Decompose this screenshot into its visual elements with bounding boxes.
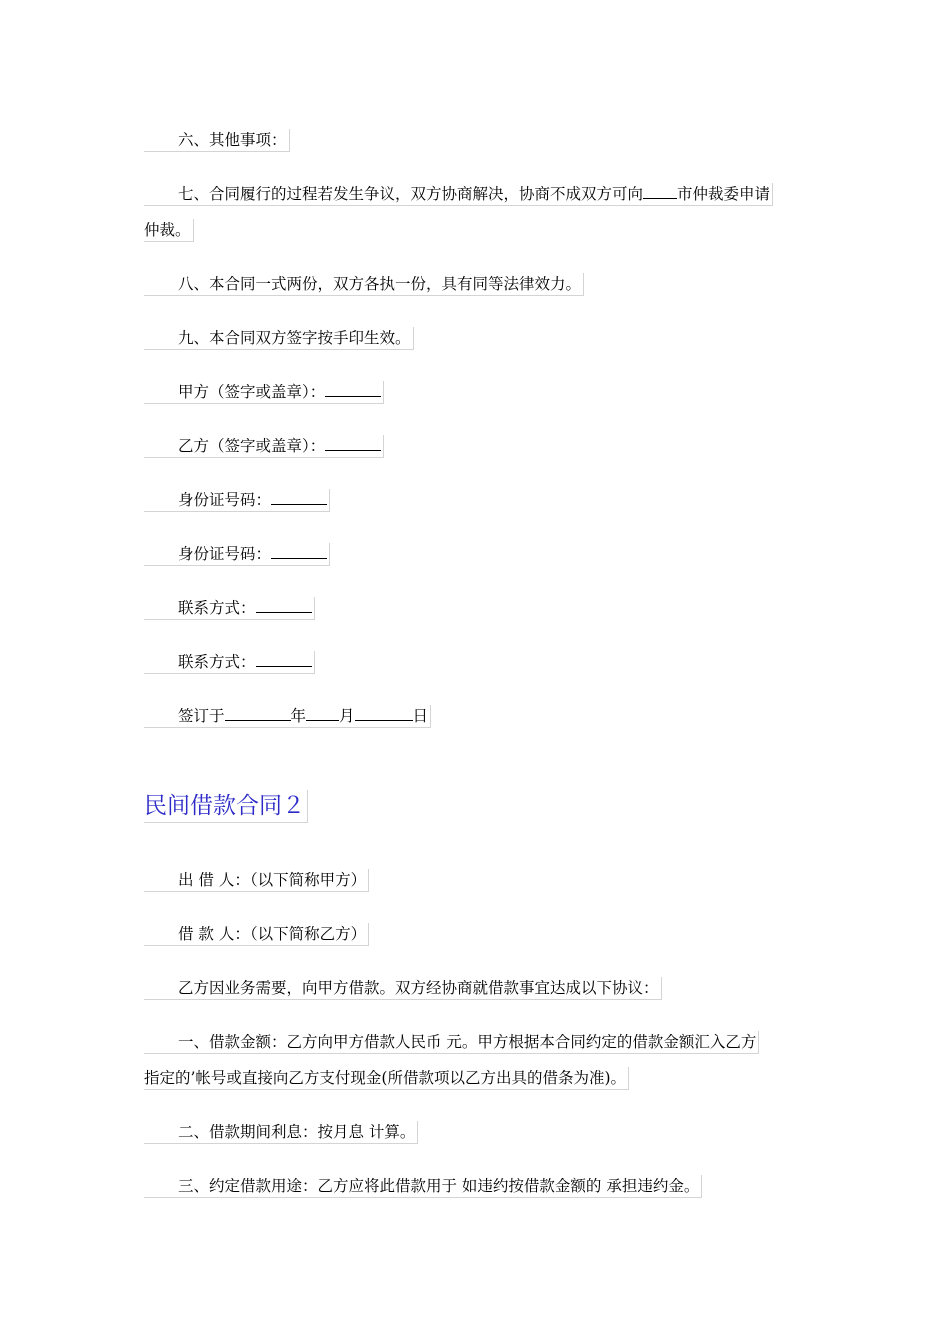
- loan-clause-1-text: 一、借款金额：乙方向甲方借款人民币 元。甲方根据本合同约定的借款金额汇入乙方: [178, 1033, 757, 1051]
- party-b-signature-label: 乙方（签字或盖章）：: [178, 437, 326, 455]
- contract-2-title: 民间借款合同２: [144, 790, 308, 823]
- signed-at-label: 签订于: [178, 707, 225, 725]
- clause-7-text-cont: 仲裁。: [144, 221, 191, 239]
- clause-9-text: 九、本合同双方签字按手印生效。: [178, 329, 411, 347]
- contact-label-1: 联系方式：: [178, 599, 256, 617]
- id-number-blank-2: [271, 544, 327, 559]
- clause-6: [144, 129, 290, 152]
- clause-9: [144, 327, 414, 350]
- borrower-text: 借 款 人：（以下简称乙方）: [178, 925, 367, 943]
- day-label: 日: [412, 707, 429, 725]
- party-b-signature-blank: [325, 436, 381, 451]
- contact-line-1: [144, 597, 315, 620]
- loan-clause-3-text: 三、约定借款用途：乙方应将此借款用于 如违约按借款金额的 承担违约金。: [178, 1177, 700, 1195]
- loan-clause-1-continued: [144, 1067, 629, 1090]
- month-label: 月: [339, 707, 355, 725]
- contact-line-2: [144, 651, 315, 674]
- agreement-intro-text: 乙方因业务需要，向甲方借款。双方经协商就借款事宜达成以下协议：: [178, 979, 659, 997]
- loan-clause-3: [144, 1175, 702, 1198]
- party-a-signature-blank: [325, 382, 381, 397]
- contact-label-2: 联系方式：: [178, 653, 256, 671]
- agreement-intro: [144, 977, 662, 1000]
- contact-blank-1: [256, 598, 312, 613]
- arbitration-city-blank: [643, 184, 677, 199]
- lender-line: [144, 869, 369, 892]
- day-blank: [355, 706, 413, 721]
- clause-7: [144, 183, 773, 206]
- clause-6-text: 六、其他事项：: [178, 131, 287, 149]
- year-label: 年: [290, 707, 307, 725]
- id-number-line-1: [144, 489, 330, 512]
- id-number-line-2: [144, 543, 330, 566]
- signing-date-line: [144, 705, 431, 728]
- party-a-signature-line: [144, 381, 384, 404]
- loan-clause-2-text: 二、借款期间利息：按月息 计算。: [178, 1123, 416, 1141]
- party-b-signature-line: [144, 435, 384, 458]
- loan-clause-2: [144, 1121, 418, 1144]
- month-blank: [306, 706, 339, 721]
- year-blank: [225, 706, 291, 721]
- clause-7-text-end: 市仲裁委申请: [677, 185, 771, 203]
- loan-clause-1: [144, 1031, 759, 1054]
- clause-7-text-start: 七、合同履行的过程若发生争议，双方协商解决，协商不成双方可向: [178, 185, 644, 203]
- id-number-label-1: 身份证号码：: [178, 491, 272, 509]
- lender-text: 出 借 人：（以下简称甲方）: [178, 871, 367, 889]
- id-number-label-2: 身份证号码：: [178, 545, 272, 563]
- clause-8-text: 八、本合同一式两份，双方各执一份，具有同等法律效力。: [178, 275, 582, 293]
- loan-clause-1-text-cont: 指定的’帐号或直接向乙方支付现金(所借款项以乙方出具的借条为准)。: [144, 1069, 627, 1087]
- id-number-blank-1: [271, 490, 327, 505]
- clause-8: [144, 273, 584, 296]
- contact-blank-2: [256, 652, 312, 667]
- clause-7-continued: [144, 219, 194, 242]
- borrower-line: [144, 923, 369, 946]
- party-a-signature-label: 甲方（签字或盖章）：: [178, 383, 326, 401]
